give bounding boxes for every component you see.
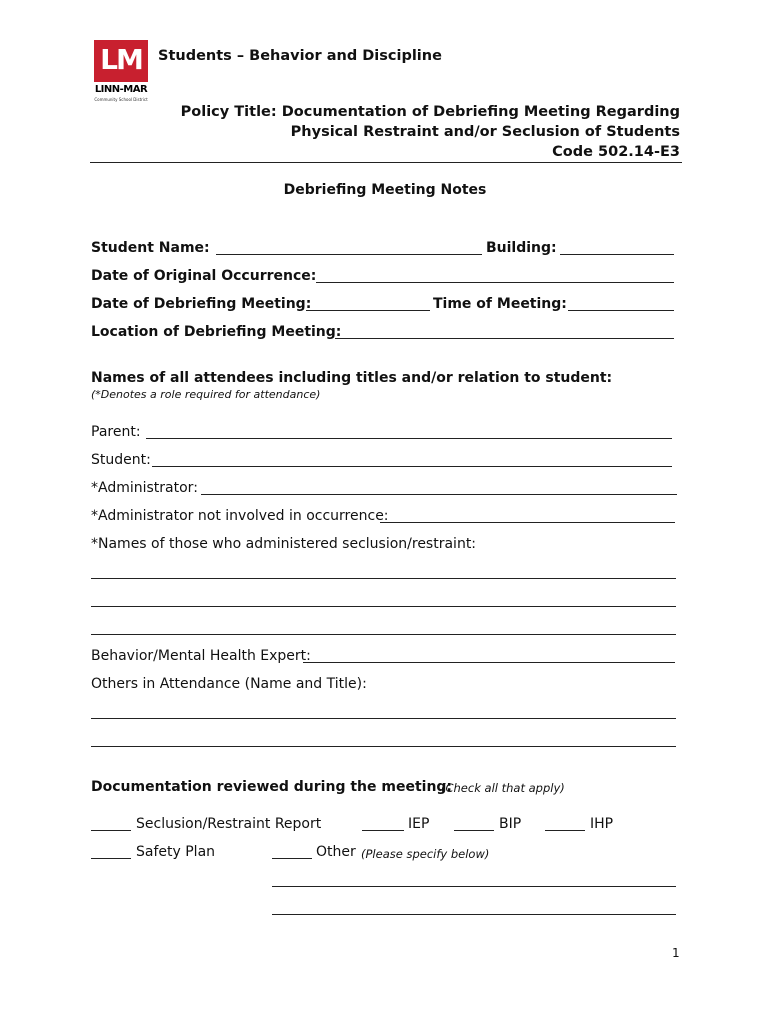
- other-checkline[interactable]: [272, 858, 312, 859]
- bip-label: BIP: [499, 816, 522, 832]
- student-name-label: Student Name:: [91, 240, 210, 256]
- date-original-field[interactable]: [316, 282, 674, 283]
- documentation-heading-note: (Check all that apply): [441, 781, 565, 795]
- location-label: Location of Debriefing Meeting:: [91, 324, 342, 340]
- attendees-heading: Names of all attendees including titles and/or relation to student:: [91, 370, 613, 386]
- administered-names-line-1[interactable]: [91, 578, 676, 579]
- others-line-1[interactable]: [91, 718, 676, 719]
- policy-code: Code 502.14-E3: [552, 144, 680, 160]
- bip-checkline[interactable]: [454, 830, 494, 831]
- other-specify-line-2[interactable]: [272, 914, 676, 915]
- admin-not-involved-field[interactable]: [380, 522, 675, 523]
- iep-label: IEP: [408, 816, 430, 832]
- parent-field[interactable]: [146, 438, 672, 439]
- building-field[interactable]: [560, 254, 674, 255]
- location-field[interactable]: [335, 338, 674, 339]
- ihp-label: IHP: [590, 816, 614, 832]
- date-debriefing-field[interactable]: [306, 310, 430, 311]
- district-logo: [94, 40, 148, 104]
- student-field[interactable]: [152, 466, 672, 467]
- iep-checkline[interactable]: [362, 830, 404, 831]
- administered-names-label: *Names of those who administered seclusion/restraint:: [91, 536, 477, 552]
- administered-names-line-2[interactable]: [91, 606, 676, 607]
- date-original-label: Date of Original Occurrence:: [91, 268, 317, 284]
- seclusion-report-label: Seclusion/Restraint Report: [136, 816, 322, 832]
- logo-name: LINN-MAR: [94, 84, 148, 95]
- behavior-expert-field[interactable]: [303, 662, 675, 663]
- admin-not-involved-label: *Administrator not involved in occurrence:: [91, 508, 389, 524]
- others-label: Others in Attendance (Name and Title):: [91, 676, 367, 692]
- section-title: Students – Behavior and Discipline: [158, 48, 442, 64]
- time-meeting-label: Time of Meeting:: [433, 296, 567, 312]
- student-name-field[interactable]: [216, 254, 482, 255]
- other-note: (Please specify below): [361, 847, 490, 861]
- administrator-field[interactable]: [201, 494, 677, 495]
- building-label: Building:: [486, 240, 557, 256]
- attendees-note: (*Denotes a role required for attendance): [91, 388, 321, 401]
- header-divider: [90, 162, 682, 163]
- time-meeting-field[interactable]: [568, 310, 674, 311]
- documentation-heading: Documentation reviewed during the meeting:: [91, 779, 453, 795]
- policy-title-line2: Physical Restraint and/or Seclusion of Students: [290, 124, 680, 140]
- other-specify-line-1[interactable]: [272, 886, 676, 887]
- logo-mark: LM: [100, 43, 142, 76]
- others-line-2[interactable]: [91, 746, 676, 747]
- safety-plan-checkline[interactable]: [91, 858, 131, 859]
- behavior-expert-label: Behavior/Mental Health Expert:: [91, 648, 311, 664]
- form-title: Debriefing Meeting Notes: [283, 182, 487, 198]
- administrator-label: *Administrator:: [91, 480, 198, 496]
- safety-plan-label: Safety Plan: [136, 844, 216, 860]
- other-label: Other: [316, 844, 356, 860]
- logo-subtitle: Community School District: [94, 97, 148, 102]
- ihp-checkline[interactable]: [545, 830, 585, 831]
- administered-names-line-3[interactable]: [91, 634, 676, 635]
- page-number: 1: [672, 946, 680, 960]
- student-label: Student:: [91, 452, 151, 468]
- seclusion-report-checkline[interactable]: [91, 830, 131, 831]
- parent-label: Parent:: [91, 424, 141, 440]
- date-debriefing-label: Date of Debriefing Meeting:: [91, 296, 312, 312]
- policy-title-line1: Policy Title: Documentation of Debriefing Meeting Regarding: [180, 104, 680, 120]
